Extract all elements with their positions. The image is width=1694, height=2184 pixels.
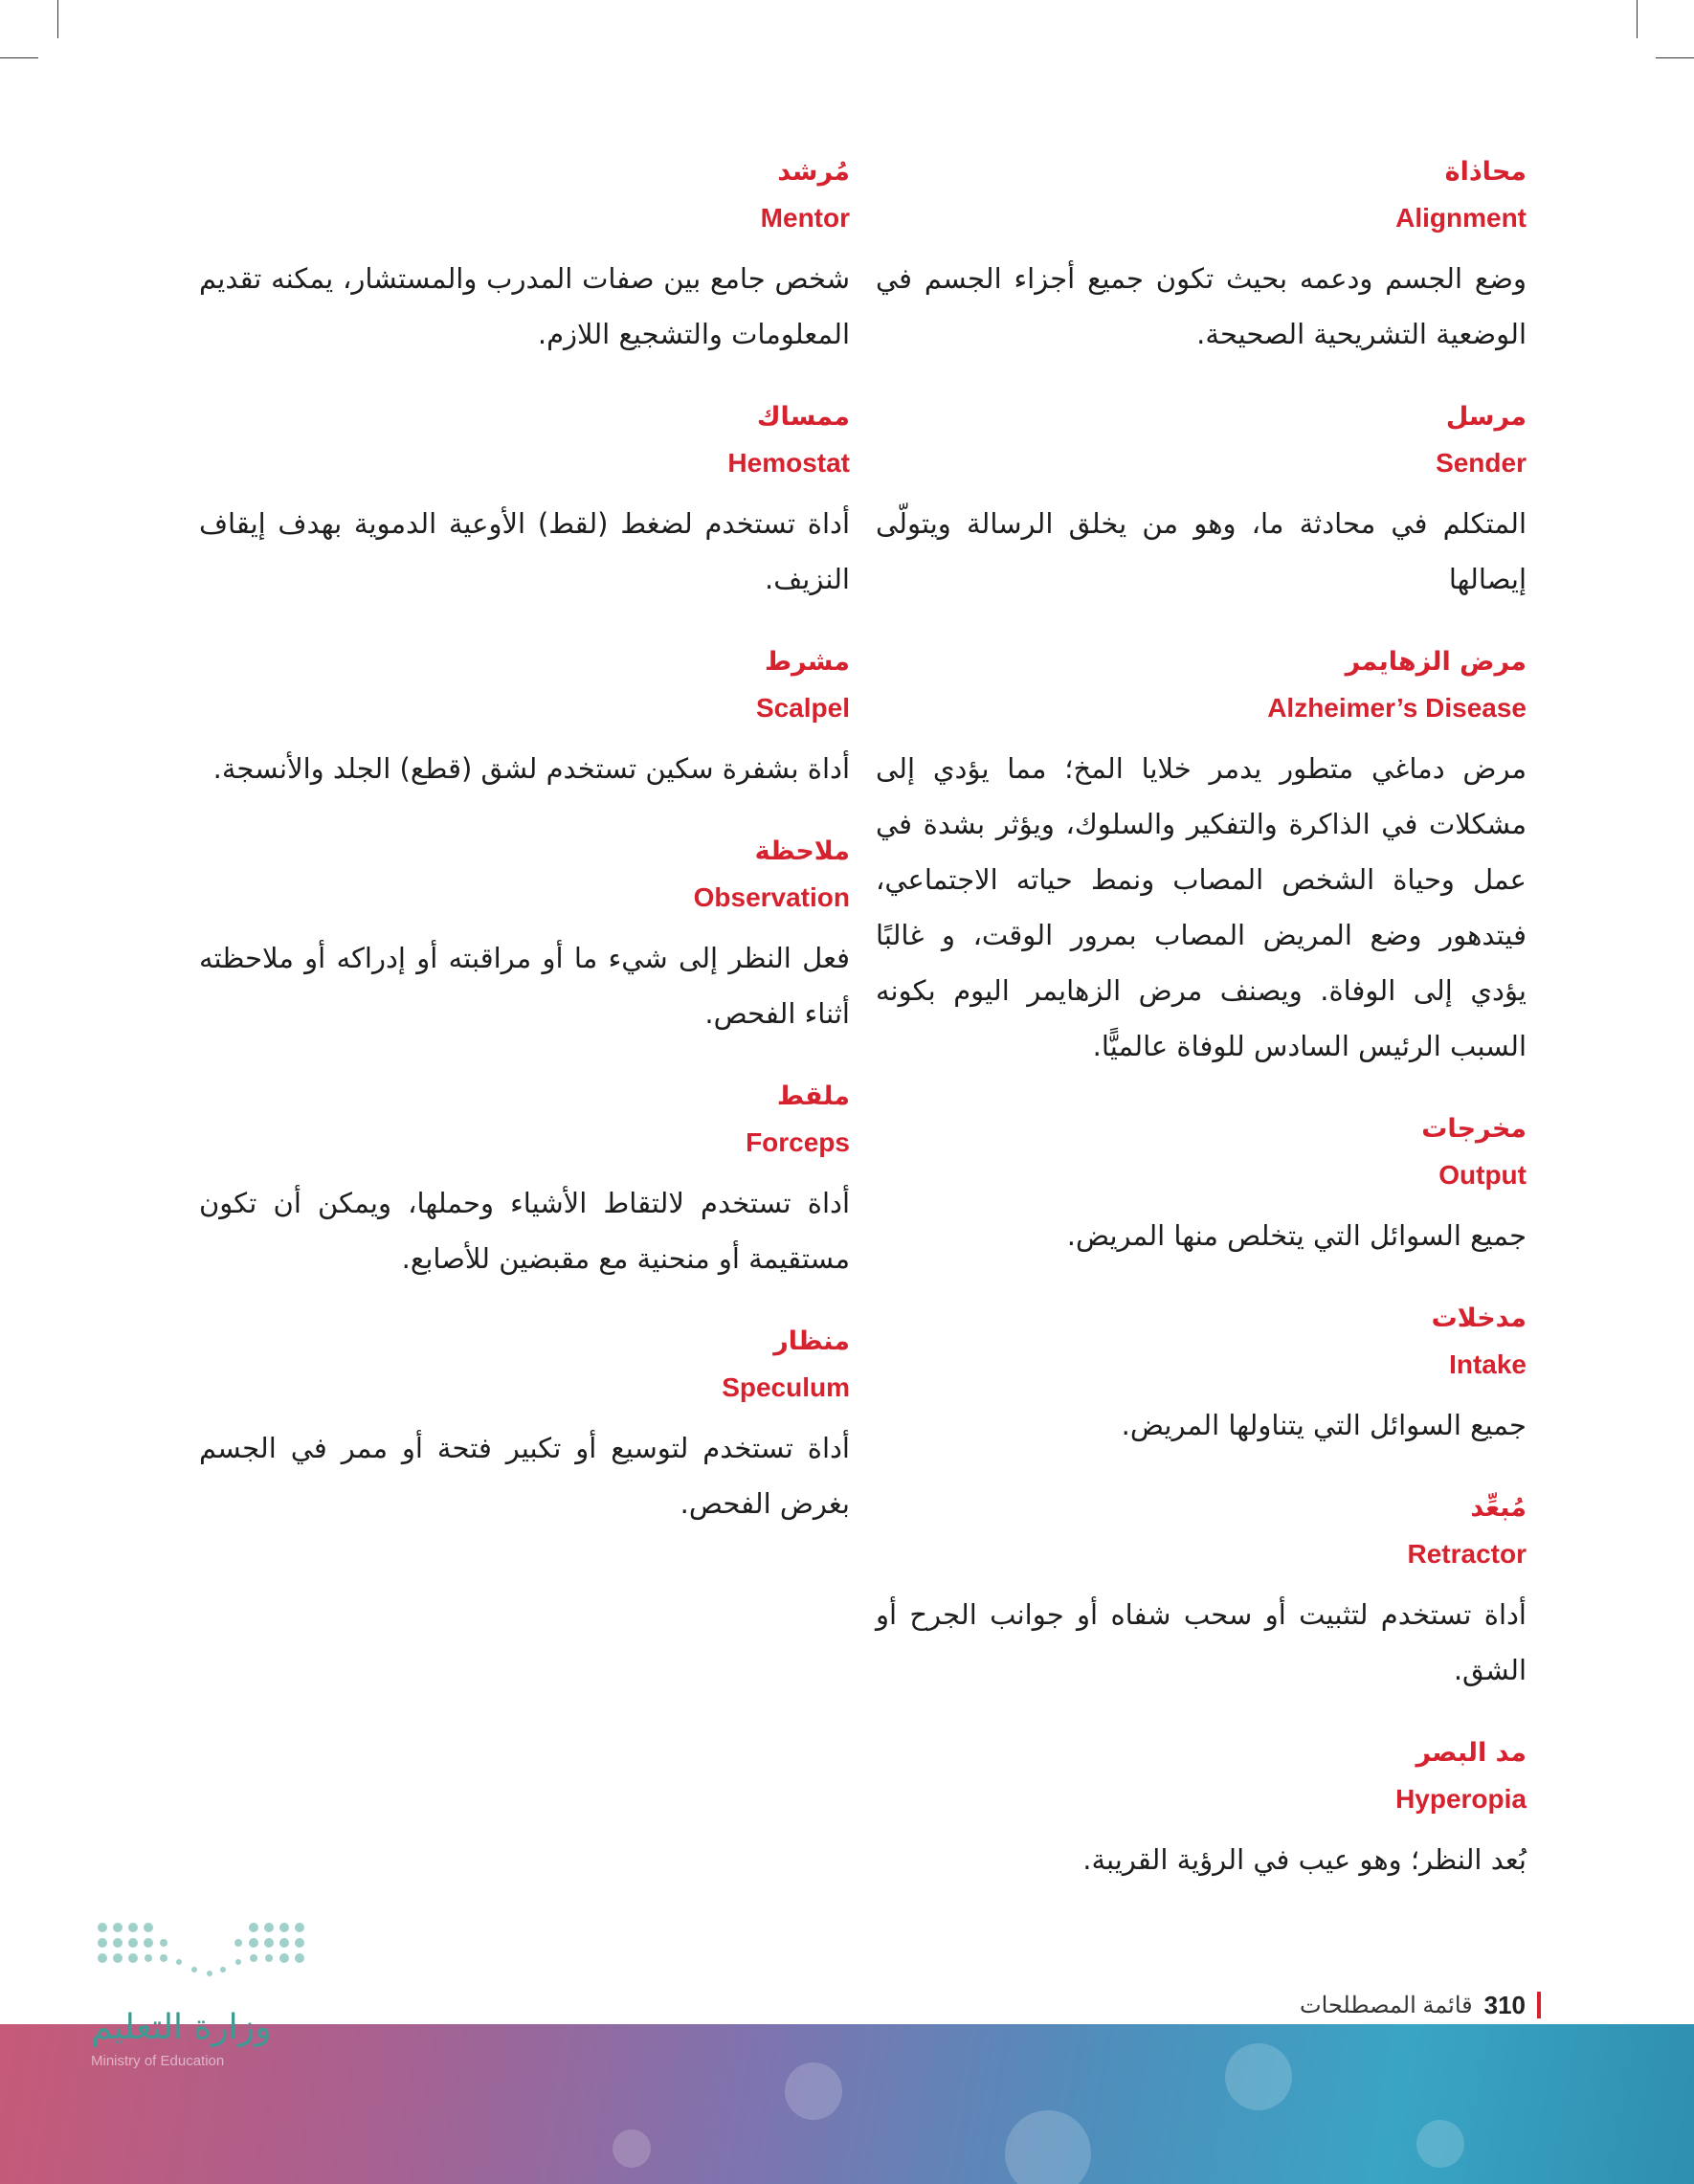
term-english: Output	[1438, 1160, 1527, 1190]
ministry-logo	[91, 1914, 311, 2134]
term-definition: وضع الجسم ودعمه بحيث تكون جميع أجزاء الجسم في الوضعية التشريحية الصحيحة.	[876, 262, 1527, 350]
term-arabic: مخرجات	[1421, 1114, 1527, 1144]
page-marker-bar	[1537, 1992, 1541, 2018]
term-definition: مرض دماغي متطور يدمر خلايا المخ؛ مما يؤدي إلى مشكلات في الذاكرة والتفكير والسلوك، ويؤثر بشدة في عمل وحياة الشخص المصاب ونمط حياته الاجتماعي، فيتدهور وضع المريض المصاب بمرور الوقت، و غالبًا يؤدي إلى الوفاة. ويصنف مرض الزهايمر اليوم بكونه السبب الرئيس السادس للوفاة عالميًّا.	[876, 752, 1527, 1062]
ministry-logo-dots-icon	[91, 1914, 311, 2010]
term-definition: فعل النظر إلى شيء ما أو مراقبته أو إدراكه أو ملاحظته أثناء الفحص.	[199, 942, 850, 1030]
glossary-column-right	[876, 153, 1527, 1924]
decorative-bubble	[613, 2129, 651, 2168]
term-english: Mentor	[760, 203, 850, 233]
term-arabic: مُبعِّد	[1470, 1493, 1527, 1523]
ministry-logo-text: وزارة التعليم	[91, 2008, 272, 2047]
glossary-entry-hemostat	[199, 398, 850, 607]
glossary-entry-output	[876, 1110, 1527, 1263]
term-arabic: مد البصر	[1415, 1738, 1527, 1768]
term-english: Retractor	[1407, 1539, 1527, 1569]
glossary-entry-forceps	[199, 1078, 850, 1286]
glossary-entry-scalpel	[199, 643, 850, 796]
term-definition: أداة تستخدم لضغط (لقط) الأوعية الدموية بهدف إيقاف النزيف.	[199, 507, 850, 595]
term-arabic: ممساك	[756, 402, 850, 432]
decorative-bubble	[1416, 2120, 1464, 2168]
page-section-label: قائمة المصطلحات	[1300, 1992, 1473, 2018]
term-arabic: مُرشد	[777, 157, 850, 187]
term-english: Sender	[1436, 448, 1527, 478]
term-english: Forceps	[746, 1127, 850, 1157]
glossary-column-left	[199, 153, 850, 1568]
term-definition: شخص جامع بين صفات المدرب والمستشار، يمكنه تقديم المعلومات والتشجيع اللازم.	[199, 262, 850, 350]
term-definition: أداة تستخدم لتوسيع أو تكبير فتحة أو ممر في الجسم بغرض الفحص.	[199, 1432, 850, 1520]
term-definition: أداة تستخدم لالتقاط الأشياء وحملها، ويمكن أن تكون مستقيمة أو منحنية مع مقبضين للأصابع.	[199, 1187, 850, 1275]
glossary-entry-alignment	[876, 153, 1527, 362]
term-arabic: مشرط	[764, 647, 850, 677]
term-arabic: محاذاة	[1444, 157, 1527, 187]
ministry-logo-subtext: Ministry of Education	[91, 2053, 225, 2069]
term-arabic: مدخلات	[1431, 1304, 1527, 1333]
term-english: Hyperopia	[1395, 1784, 1527, 1814]
term-definition: جميع السوائل التي يتناولها المريض.	[1121, 1409, 1527, 1441]
term-english: Alignment	[1395, 203, 1527, 233]
glossary-entry-speculum	[199, 1323, 850, 1531]
glossary-entry-sender	[876, 398, 1527, 607]
glossary-entry-retractor	[876, 1489, 1527, 1698]
glossary-entry-alzheimers	[876, 643, 1527, 1074]
term-english: Intake	[1449, 1349, 1527, 1379]
crop-mark	[0, 57, 38, 58]
page-number: 310	[1483, 1990, 1526, 2019]
decorative-bubble	[1225, 2043, 1292, 2110]
decorative-bubble	[785, 2062, 842, 2120]
glossary-entry-intake	[876, 1300, 1527, 1453]
glossary-entry-mentor	[199, 153, 850, 362]
term-definition: أداة بشفرة سكين تستخدم لشق (قطع) الجلد والأنسجة.	[212, 752, 850, 785]
term-english: Speculum	[722, 1372, 850, 1402]
glossary-entry-hyperopia	[876, 1734, 1527, 1887]
term-arabic: منظار	[773, 1326, 850, 1356]
term-arabic: مرض الزهايمر	[1345, 647, 1527, 677]
page-footer-info	[1235, 1986, 1541, 2024]
term-english: Observation	[693, 882, 850, 912]
decorative-bubble	[1005, 2110, 1091, 2184]
term-arabic: ملقط	[776, 1081, 850, 1111]
term-arabic: مرسل	[1445, 402, 1527, 432]
crop-mark	[57, 0, 58, 38]
term-definition: المتكلم في محادثة ما، وهو من يخلق الرسالة ويتولّى إيصالها	[876, 507, 1527, 595]
term-english: Scalpel	[755, 693, 850, 723]
term-arabic: ملاحظة	[754, 836, 850, 866]
term-definition: بُعد النظر؛ وهو عيب في الرؤية القريبة.	[1082, 1843, 1527, 1876]
term-definition: جميع السوائل التي يتخلص منها المريض.	[1066, 1219, 1527, 1252]
term-definition: أداة تستخدم لتثبيت أو سحب شفاه أو جوانب الجرح أو الشق.	[876, 1598, 1527, 1686]
crop-mark	[1656, 57, 1694, 58]
crop-mark	[1637, 0, 1638, 38]
term-english: Alzheimer’s Disease	[1267, 693, 1527, 723]
term-english: Hemostat	[727, 448, 850, 478]
glossary-entry-observation	[199, 833, 850, 1041]
